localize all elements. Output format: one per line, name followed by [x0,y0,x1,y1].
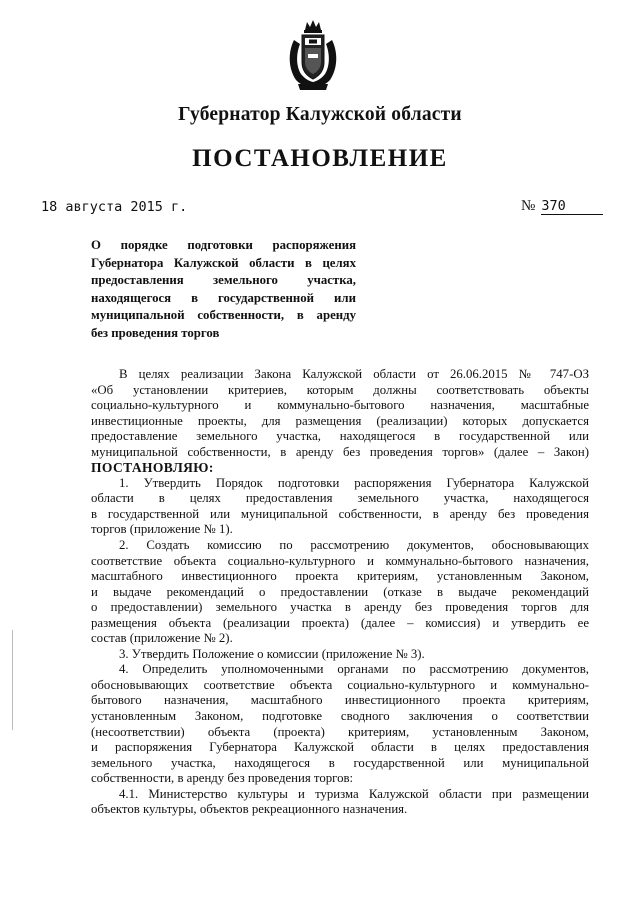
body-line: установленным Законом, подготовке сводного заключения о соответствии [91,709,589,724]
body-line: 4.1. Министерство культуры и туризма Калужской области при размещении [119,786,589,801]
number-value: 370 [541,198,603,215]
coat-of-arms-emblem [286,18,340,92]
body-line: и выдаче рекомендаций о предоставлении (отказе в выдаче рекомендаций [91,584,589,599]
body-line: 1. Утвердить Порядок подготовки распоряжения Губернатора Калужской [119,475,589,490]
body-line: торгов (приложение № 1). [91,522,233,537]
scan-edge-mark [12,630,13,730]
body-line: размещения объекта (реализации проекта) (далее – комиссия) и утвердить ее [91,615,589,630]
body-line: земельного участка, находящегося в государственной или муниципальной [91,755,589,770]
preamble-paragraph [91,367,589,460]
document-type-heading: ПОСТАНОВЛЕНИЕ [192,145,448,172]
document-body [91,367,589,818]
body-line: и распоряжения Губернатора Калужской области в целях предоставления [91,740,589,755]
body-line: В целях реализации Закона Калужской области от 26.06.2015 № 747-ОЗ [119,367,589,381]
title-line: муниципальной собственности, в аренду [91,308,356,323]
document-subject-title [91,237,356,343]
body-line: 2. Создать комиссию по рассмотрению документов, обосновывающих [119,538,589,553]
title-line: предоставления земельного участка, [91,273,356,288]
body-line: муниципальной собственности, в аренду без проведения торгов» (далее – Закон) [91,444,589,459]
title-line: О порядке подготовки распоряжения [91,238,356,252]
body-line: в государственной или муниципальной собственности, в аренду без проведения [91,506,589,521]
body-line: соответствие объекта социально-культурного и коммунально-бытового назначения, [91,553,589,568]
body-line: бытового назначения, масштабного инвестиционного проекта критериям, [91,693,589,708]
coat-of-arms-icon [286,18,340,92]
issuer-title: Губернатор Калужской области [178,104,462,125]
title-line: находящегося в государственной или [91,290,356,305]
decree-word: ПОСТАНОВЛЯЮ: [91,460,214,476]
item-2-paragraph [91,538,589,647]
body-line: (несоответствии) объекта (проекта) критериям, установленным Законом, [91,724,589,739]
document-date: 18 августа 2015 г. [41,199,188,215]
body-line: о предоставлении) земельного участка в аренду без проведения торгов для [91,600,589,615]
body-line: масштабного инвестиционного проекта критериям, установленным Законом, [91,569,589,584]
title-line: Губернатора Калужской области в целях [91,255,356,270]
body-line: собственности, в аренду без проведения торгов: [91,771,354,786]
document-number [521,198,603,215]
body-line: объектов культуры, объектов рекреационного назначения. [91,802,408,817]
body-line: инвестиционные проекты, для размещения (реализации) которых допускается [91,413,589,428]
item-3-paragraph [91,647,589,663]
body-line: области в целях предоставления земельного участка, находящегося [91,491,589,506]
body-line: состав (приложение № 2). [91,631,233,646]
title-line: без проведения торгов [91,325,220,340]
item-1-paragraph [91,476,589,538]
number-label: № [521,198,536,214]
item-4-1-paragraph [91,787,589,818]
body-line: 3. Утвердить Положение о комиссии (приложение № 3). [119,646,425,661]
body-line: социально-культурного и коммунально-бытового назначения, масштабные [91,398,589,413]
body-line: 4. Определить уполномоченными органами по рассмотрению документов, [119,662,589,677]
item-4-paragraph [91,662,589,786]
body-line: обосновывающих соответствие объекта социально-культурного и коммунально- [91,677,589,692]
body-line: предоставление земельного участка, находящегося в государственной или [91,429,589,444]
body-line: «Об установлении критериев, которым должны соответствовать объекты [91,382,589,397]
